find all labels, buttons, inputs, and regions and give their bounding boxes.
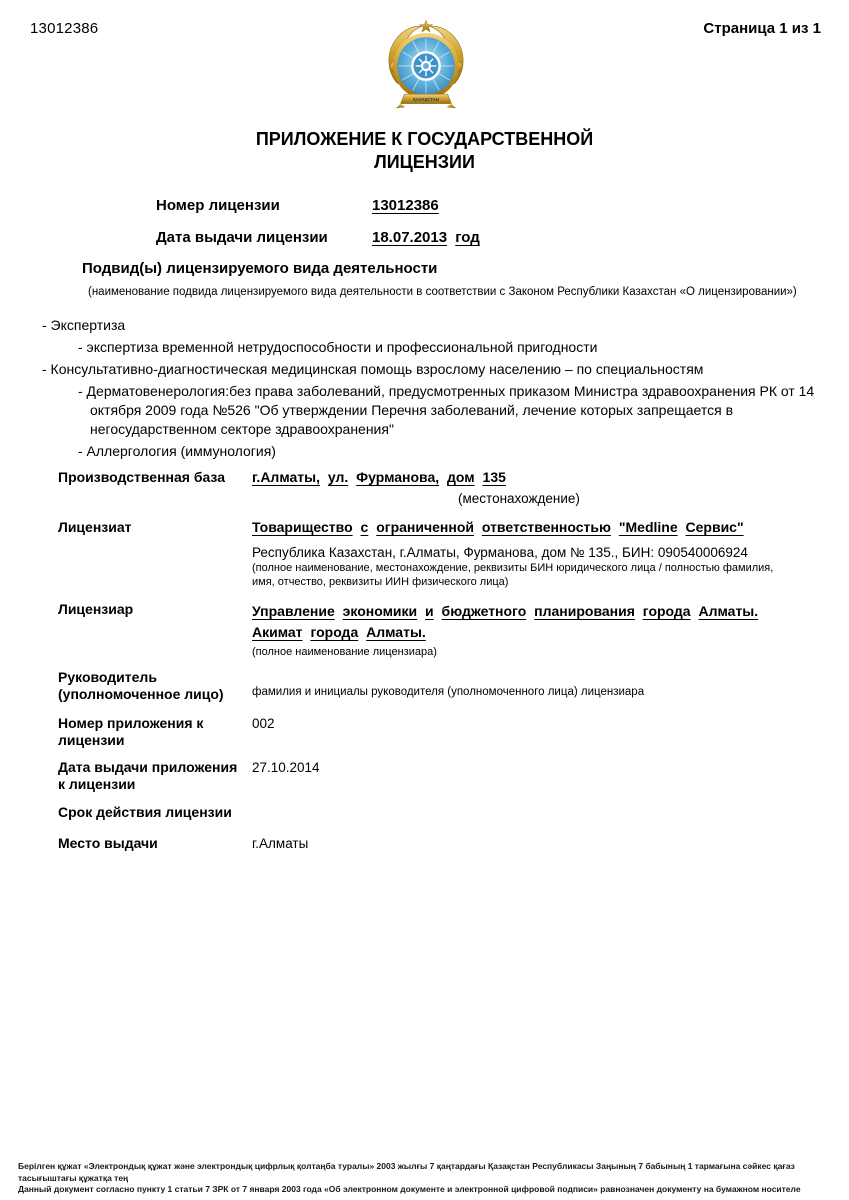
legal-footer-line-kazakh: Берілген құжат «Электрондық құжат және электрондық цифрлық қолтаңба туралы» 2003 жылғы 7 қаңтардағы Қазақстан Республикасы Заңының 7 бабының 1 тармағына сәйкес қағаз тасығыштағы құжатқа тең <box>18 1161 795 1183</box>
legal-footer-line-russian: Данный документ согласно пункту 1 статьи 7 ЗРК от 7 января 2003 года «Об электронном документе и электронной цифровой подписи» равнозначен документу на бумажном носителе <box>18 1184 801 1194</box>
subtype-item: - экспертиза временной нетрудоспособности и профессиональной пригодности <box>78 339 598 355</box>
head-value: фамилия и инициалы руководителя (уполномоченного лица) лицензиара <box>252 686 645 698</box>
license-number-label: Номер лицензии <box>156 197 280 214</box>
issue-place-label: Место выдачи <box>58 835 158 851</box>
licensee-label: Лицензиат <box>58 519 132 535</box>
legal-footer <box>18 1161 835 1196</box>
field-licensor <box>58 601 849 659</box>
field-issue-place <box>58 835 849 852</box>
page-header <box>0 0 849 112</box>
license-number-value: 13012386 <box>372 197 439 214</box>
emblem-banner-text: ҚАЗАҚСТАН <box>412 97 439 103</box>
page-indicator: Страница 1 из 1 <box>703 20 821 37</box>
document-number-header: 13012386 <box>30 20 99 37</box>
subtype-item: - Аллергология (иммунология) <box>78 443 276 459</box>
kazakhstan-coat-of-arms-icon <box>379 18 473 112</box>
licensor-label: Лицензиар <box>58 601 134 617</box>
document-title: ПРИЛОЖЕНИЕ К ГОСУДАРСТВЕННОЙ ЛИЦЕНЗИИ <box>255 129 594 172</box>
subtype-item: - Экспертиза <box>42 317 126 333</box>
licensee-value: Товарищество с ограниченной ответственностью "Medline Сервис" <box>252 519 744 535</box>
licensee-note-line2: имя, отчество, реквизиты ИИН физического лица) <box>252 576 509 588</box>
licensor-note: (полное наименование лицензиара) <box>252 646 437 658</box>
validity-value <box>252 804 797 821</box>
field-validity <box>58 804 849 821</box>
attachment-number-value: 002 <box>252 716 275 731</box>
subtypes-note: (наименование подвида лицензируемого вида деятельности в соответствии с Законом Республики Казахстан «О лицензировании») <box>88 286 797 298</box>
licensee-note <box>252 561 792 589</box>
attachment-date-label: Дата выдачи приложения к лицензии <box>58 759 238 792</box>
emblem-container <box>378 18 474 112</box>
head-label: Руководитель (уполномоченное лицо) <box>58 669 224 702</box>
license-number-row <box>156 196 849 215</box>
field-attachment-number <box>58 715 849 749</box>
licensee-note-line1: (полное наименование, местонахождение, реквизиты БИН юридического лица / полностью фамилия, <box>252 562 774 574</box>
fields-section <box>0 469 849 852</box>
issue-place-value: г.Алматы <box>252 836 309 851</box>
license-info-block <box>156 196 849 247</box>
field-head <box>58 669 849 703</box>
subtype-item: - Дерматовенерология:без права заболеваний, предусмотренных приказом Министра здравоохранения РК от 14 октября 2009 года №526 "Об утверждении Перечня заболеваний, лечение которых запрещается в негосударственном секторе здравоохранения" <box>78 383 815 437</box>
production-base-label: Производственная база <box>58 469 225 485</box>
field-production-base <box>58 469 849 486</box>
license-issue-date-value: 18.07.2013 год <box>372 229 480 246</box>
subtypes-heading: Подвид(ы) лицензируемого вида деятельности <box>82 260 438 277</box>
licensee-details: Республика Казахстан, г.Алматы, Фурманова, дом № 135., БИН: 090540006924 <box>252 545 748 560</box>
production-base-value: г.Алматы, ул. Фурманова, дом 135 <box>252 469 506 485</box>
validity-label: Срок действия лицензии <box>58 804 232 820</box>
license-issue-date-row <box>156 228 849 247</box>
field-licensee <box>58 519 849 589</box>
attachment-date-value: 27.10.2014 <box>252 760 320 775</box>
attachment-number-label: Номер приложения к лицензии <box>58 715 204 748</box>
subtypes-list <box>0 316 849 461</box>
licensor-value: Управление экономики и бюджетного планирования города Алматы. Акимат города Алматы. <box>252 603 759 640</box>
field-attachment-date <box>58 759 849 793</box>
subtype-item: - Консультативно-диагностическая медицинская помощь взрослому населению – по специальностям <box>42 361 704 377</box>
license-issue-date-label: Дата выдачи лицензии <box>156 229 328 246</box>
production-base-note: (местонахождение) <box>458 491 580 506</box>
